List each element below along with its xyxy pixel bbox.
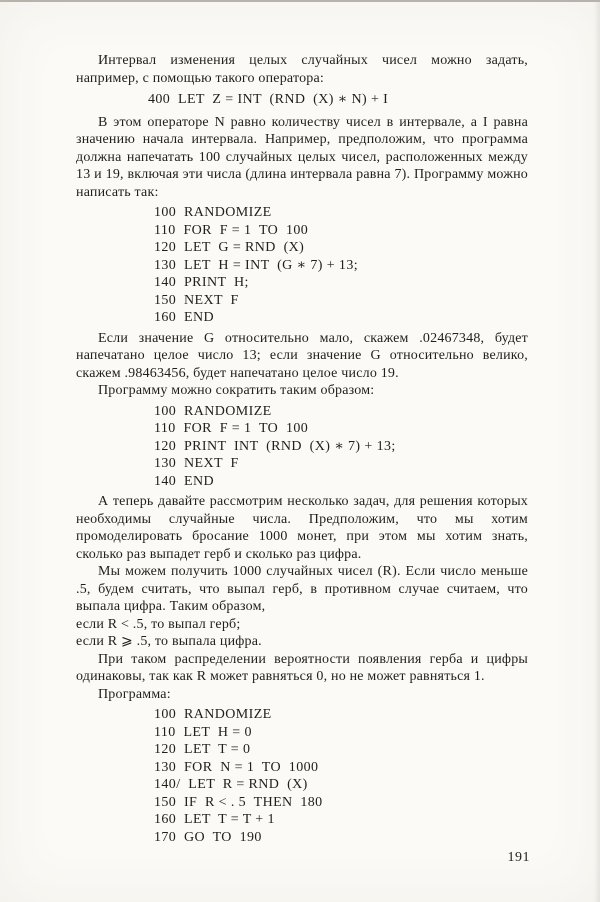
code-line: 150 IF R < . 5 THEN 180 — [154, 794, 323, 810]
code-line: 120 LET G = RND (X) — [154, 240, 305, 255]
code-line: 160 END — [154, 310, 214, 325]
code-line: 160 LET T = T + 1 — [154, 812, 275, 827]
code-line: 110 FOR F = 1 TO 100 — [154, 421, 309, 436]
paragraph-intro: Интервал изменения целых случайных чисел можно задать, например, с помощью такого оператора: — [76, 53, 528, 86]
code-line: 140 PRINT H; — [154, 275, 249, 290]
code-line: 100 RANDOMIZE — [154, 707, 272, 722]
code-line: 130 FOR N = 1 TO 1000 — [154, 759, 319, 775]
basic-statement-400: 400 LET Z = INT (RND (X) ∗ N) + I — [148, 92, 389, 107]
paragraph-explain: В этом операторе N равно количеству чисел в интервале, а I равна значению начала интервала. Например, предположим, что программа должна напечатать 100 случайных целых чисел, расположенных между 13 и 19, включая эти числа (длина интервала равна 7). Программу можно написать так: — [76, 114, 528, 200]
condition-line-2: если R ⩾ .5, то выпала цифра. — [76, 634, 262, 649]
paragraph-tasks: А теперь давайте рассмотрим несколько задач, для решения которых необходимы случайные числа. Предположим, что мы хотим промоделировать бросание 1000 монет, при этом мы хотим знать, сколько раз выпадет герб и сколько раз цифра. — [76, 494, 528, 562]
code-line: 120 LET T = 0 — [154, 742, 251, 757]
code-line: 100 RANDOMIZE — [154, 205, 272, 220]
paragraph-g-values: Если значение G относительно мало, скажем .02467348, будет напечатано целое число 13; если значение G относительно велико, скажем .98463456, будет напечатано целое число 19. — [76, 330, 528, 381]
paragraph-shorten: Программу можно сократить таким образом: — [98, 383, 375, 398]
paragraph-coins: Мы можем получить 1000 случайных чисел (R). Если число меньше .5, будем считать, что выпал герб, в противном случае считаем, что выпала цифра. Таким образом, — [76, 564, 528, 614]
paragraph-distribution: При таком распределении вероятности появления герба и цифры одинаковы, так как R может равняться 0, но не может равняться 1. — [76, 651, 528, 684]
program-listing-3 — [154, 706, 528, 846]
paragraph-program-label: Программа: — [98, 686, 171, 702]
code-line: 140/ LET R = RND (X) — [154, 777, 308, 792]
program-listing-1 — [154, 204, 528, 327]
code-line: 110 FOR F = 1 TO 100 — [154, 222, 309, 238]
code-line: 120 PRINT INT (RND (X) ∗ 7) + 13; — [154, 438, 396, 454]
code-line: 150 NEXT F — [154, 292, 239, 308]
code-line: 110 LET H = 0 — [154, 724, 252, 740]
code-line: 140 END — [154, 473, 214, 489]
code-line: 130 LET H = INT (G ∗ 7) + 13; — [154, 257, 359, 273]
code-line: 100 RANDOMIZE — [154, 403, 272, 419]
program-listing-2 — [154, 403, 528, 491]
code-line: 130 NEXT F — [154, 456, 239, 471]
page-number: 191 — [507, 850, 530, 865]
code-line: 170 GO TO 190 — [154, 829, 262, 845]
text-block — [76, 52, 528, 849]
condition-line-1: если R < .5, то выпал герб; — [76, 616, 241, 632]
